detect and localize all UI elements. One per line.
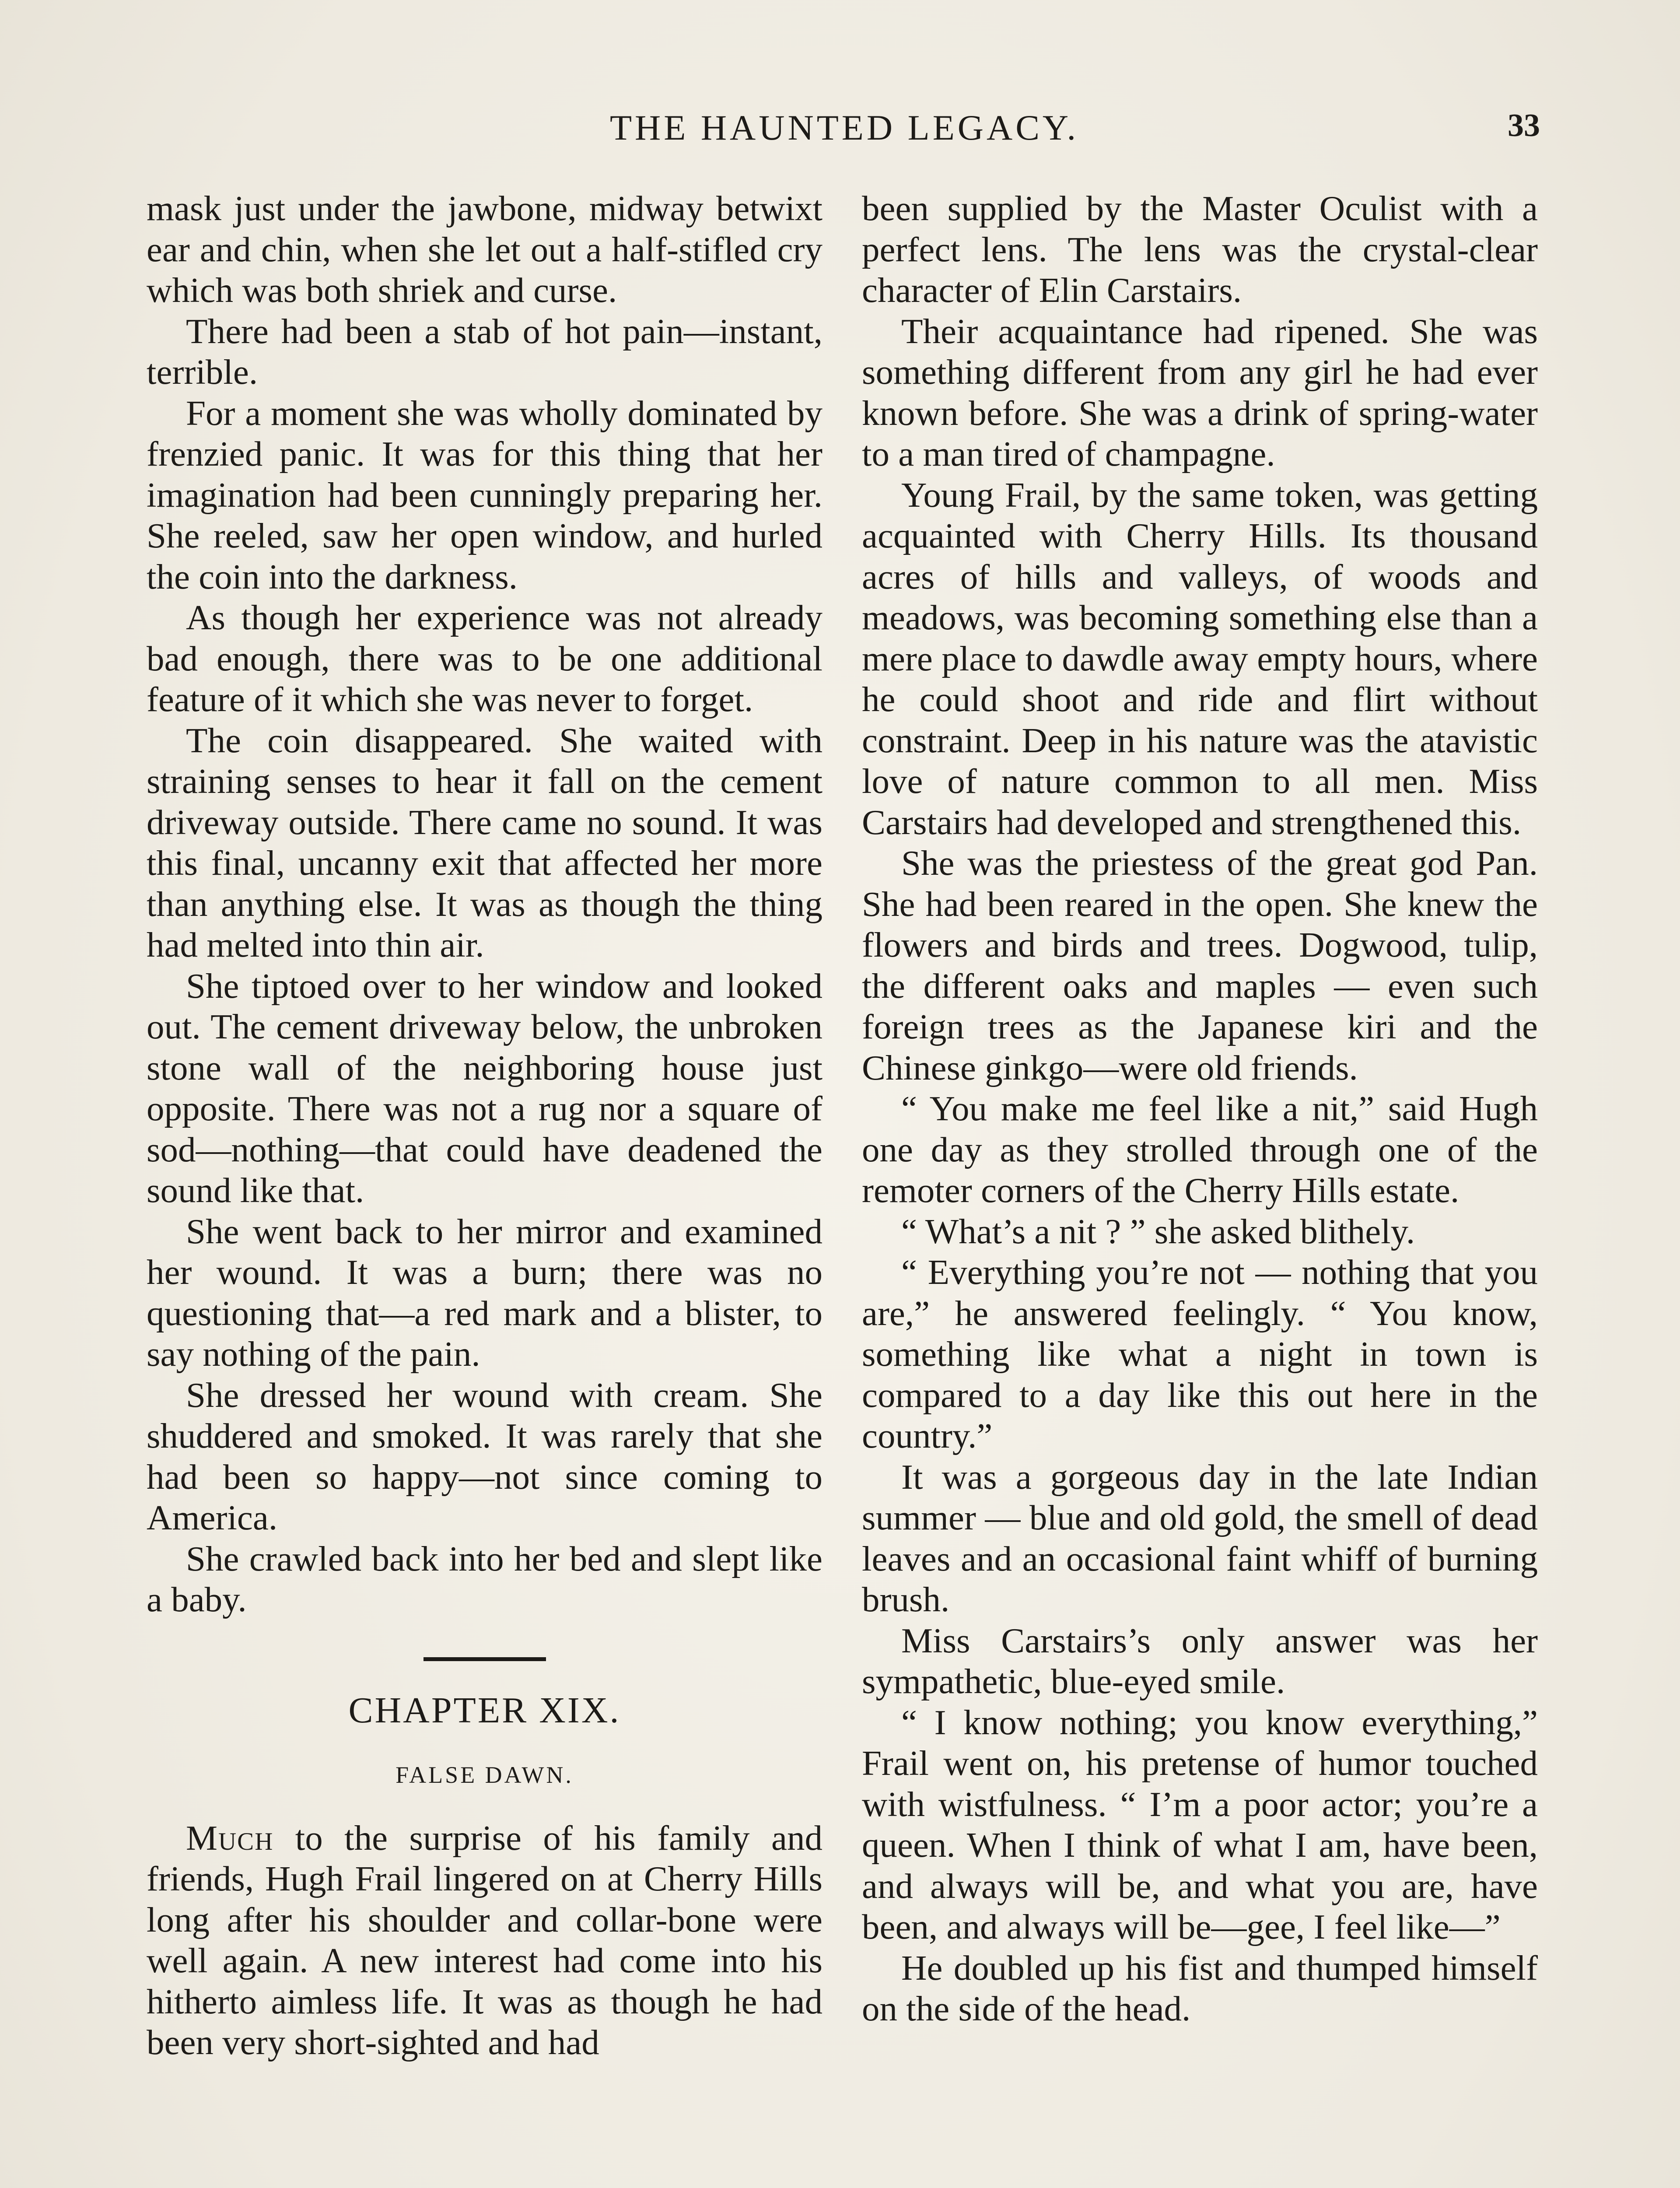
chapter-heading: CHAPTER XIX.: [348, 1690, 621, 1731]
section-divider-rule: [424, 1657, 546, 1661]
paragraph: Miss Carstairs’s only answer was her sympathetic, blue-eyed smile.: [862, 1620, 1538, 1701]
page-header: [149, 103, 1540, 155]
paragraph: For a moment she was wholly dominated by frenzied panic. It was for this thing that her imagination had been cunningly preparing her. She reeled, saw her open window, and hurled the coin into the darkness.: [147, 393, 822, 596]
chapter-subtitle: FALSE DAWN.: [396, 1761, 574, 1788]
running-title: THE HAUNTED LEGACY.: [609, 108, 1079, 147]
paragraph: She crawled back into her bed and slept like a baby.: [147, 1539, 822, 1619]
paragraph: The coin disappeared. She waited with straining senses to hear it fall on the cement driveway outside. There came no sound. It was this final, uncanny exit that affected her more than anything else. It was as though the thing had melted into thin air.: [147, 720, 822, 964]
paragraph: She was the priestess of the great god Pan. She had been reared in the open. She knew the flowers and birds and trees. Dogwood, tulip, the different oaks and maples — even such foreign trees as the Japanese kiri and the Chinese ginkgo—were old friends.: [862, 843, 1538, 1087]
paragraph: been supplied by the Master Oculist with a perfect lens. The lens was the crystal-clear character of Elin Carstairs.: [862, 189, 1538, 310]
paragraph: “ I know nothing; you know everything,” Frail went on, his pretense of humor touched with wistfulness. “ I’m a poor actor; you’re a queen. When I think of what I am, have been, and always will be, and what you are, have been, and always will be—gee, I feel like—”: [862, 1702, 1538, 1946]
paragraph: There had been a stab of hot pain—instant, terrible.: [147, 311, 822, 392]
paragraph: He doubled up his fist and thumped himself on the side of the head.: [862, 1948, 1538, 2028]
paragraph: “ What’s a nit ? ” she asked blithely.: [901, 1211, 1415, 1251]
paragraph: She went back to her mirror and examined her wound. It was a burn; there was no questioning that—a red mark and a blister, to say nothing of the pain.: [147, 1211, 822, 1374]
chapter-opening-paragraph: [147, 1818, 822, 2063]
paragraph: It was a gorgeous day in the late Indian summer — blue and old gold, the smell of dead leaves and an occasional faint whiff of burning brush.: [862, 1457, 1538, 1619]
paragraph: Young Frail, by the same token, was getting acquainted with Cherry Hills. Its thousand acres of hills and valleys, of woods and meadows, was becoming something else than a mere place to dawdle away empty hours, where he could shoot and ride and flirt without constraint. Deep in his nature was the atavistic love of nature common to all men. Miss Carstairs had developed and strengthened this.: [862, 475, 1538, 842]
paragraph: “ You make me feel like a nit,” said Hugh one day as they strolled through one of the remoter corners of the Cherry Hills estate.: [862, 1089, 1538, 1210]
page-number: 33: [1508, 108, 1540, 144]
right-column: [862, 188, 1538, 2188]
paragraph: She dressed her wound with cream. She shuddered and smoked. It was rarely that she had been so happy—not since coming to America.: [147, 1375, 822, 1537]
opening-paragraph-text: to the surprise of his family and friends, Hugh Frail lingered on at Cherry Hills long after his shoulder and collar-bone were well again. A new interest had come into his hitherto aimless life. It was as though he had been very short-sighted and had: [147, 1818, 822, 2062]
opening-word: Much: [186, 1818, 274, 1858]
left-column: [147, 188, 822, 2188]
paragraph: She tiptoed over to her window and looked out. The cement driveway below, the unbroken stone wall of the neighboring house just opposite. There was not a rug nor a square of sod—nothing—that could have deadened the sound like that.: [147, 966, 822, 1210]
paragraph: Their acquaintance had ripened. She was something different from any girl he had ever known before. She was a drink of spring-water to a man tired of champagne.: [862, 311, 1538, 473]
paragraph: As though her experience was not already bad enough, there was to be one additional feature of it which she was never to forget.: [147, 598, 822, 719]
paragraph: “ Everything you’re not — nothing that you are,” he answered feelingly. “ You know, something like what a night in town is compared to a day like this out here in the country.”: [862, 1252, 1538, 1455]
paragraph: mask just under the jawbone, midway betwixt ear and chin, when she let out a half-stifled cry which was both shriek and curse.: [147, 189, 822, 310]
